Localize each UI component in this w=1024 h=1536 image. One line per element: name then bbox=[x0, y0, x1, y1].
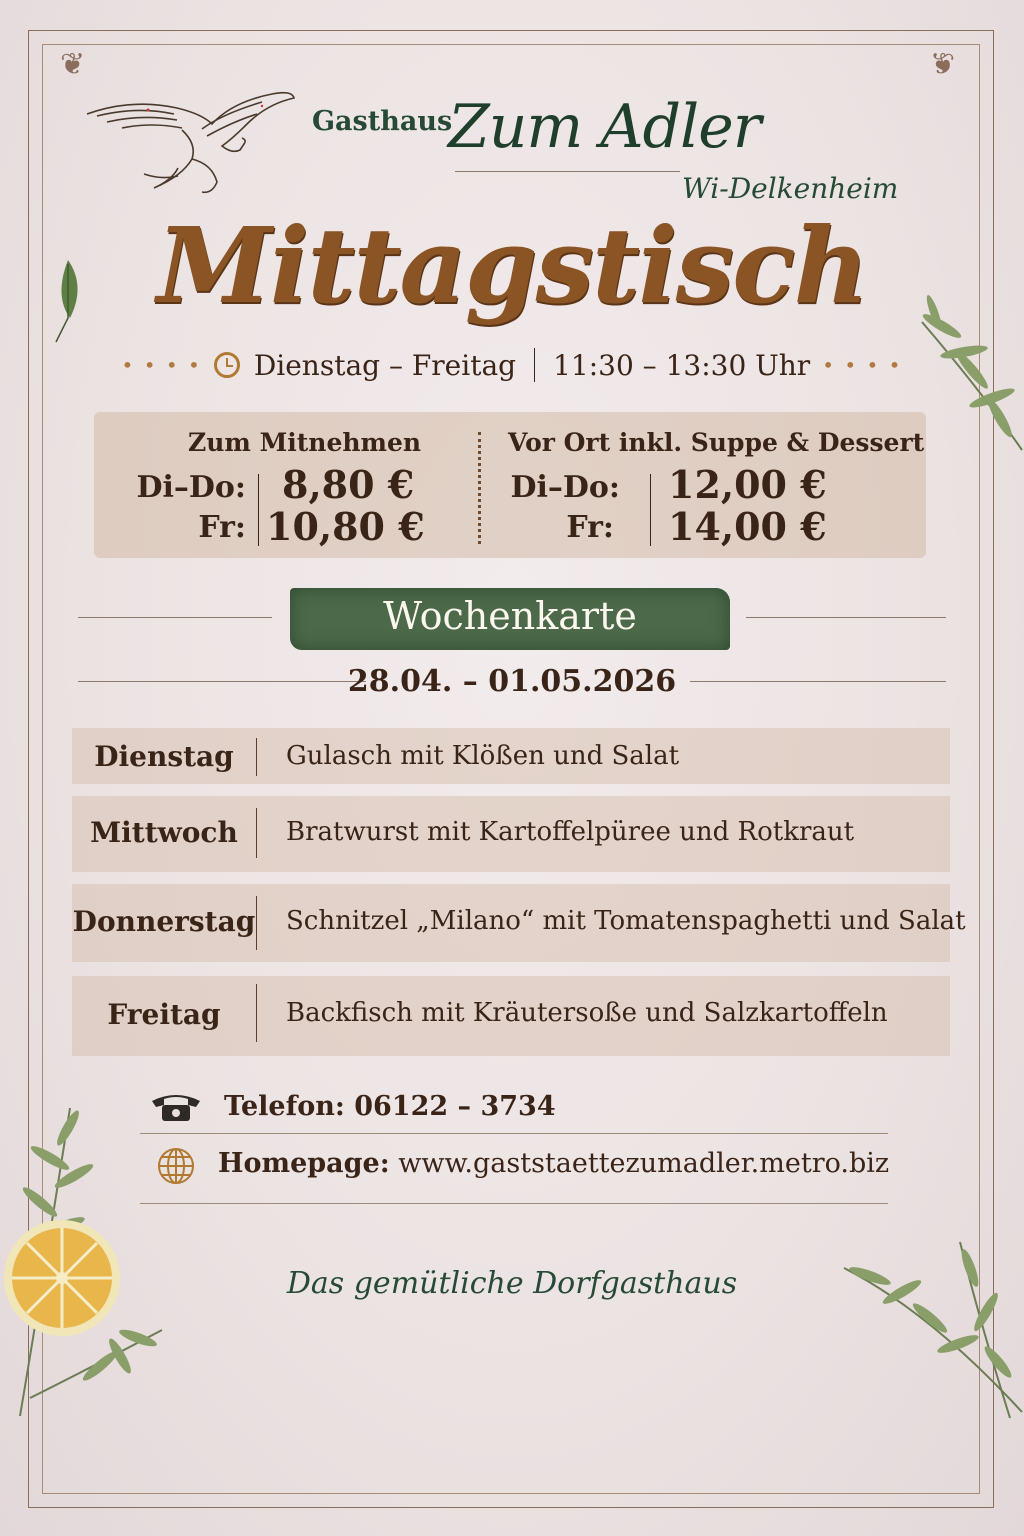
gasthaus-label: Gasthaus bbox=[312, 106, 453, 137]
homepage-line bbox=[218, 1148, 889, 1179]
menu-row-wednesday bbox=[72, 796, 950, 872]
contact-divider-2 bbox=[140, 1203, 888, 1204]
takeaway-label-didofr: Di–Do: bbox=[136, 470, 246, 505]
week-date-range: 28.04. – 01.05.2026 bbox=[347, 664, 677, 699]
menu-day: Mittwoch bbox=[90, 816, 238, 849]
takeaway-price-fr: 10,80 € bbox=[266, 504, 425, 549]
takeaway-price-dido: 8,80 € bbox=[282, 462, 415, 507]
page-title: Mittagstisch bbox=[156, 204, 868, 327]
menu-row-thursday bbox=[72, 884, 966, 962]
basil-leaf-icon bbox=[46, 256, 88, 346]
menu-separator bbox=[256, 896, 257, 950]
dinein-price-fr: 14,00 € bbox=[668, 504, 827, 549]
clock-icon bbox=[214, 352, 240, 378]
price-column-divider bbox=[478, 432, 481, 544]
menu-row-friday bbox=[72, 976, 950, 1056]
contact-divider-1 bbox=[140, 1133, 888, 1134]
banner-rule-left bbox=[78, 617, 272, 618]
takeaway-divider bbox=[258, 474, 259, 546]
menu-day: Donnerstag bbox=[72, 905, 256, 938]
opening-hours bbox=[0, 348, 1024, 382]
herb-sprig-icon bbox=[912, 282, 1024, 452]
banner-rule-right bbox=[746, 617, 946, 618]
takeaway-heading: Zum Mitnehmen bbox=[188, 428, 422, 457]
dinein-divider bbox=[650, 474, 651, 546]
opening-time: 11:30 – 13:30 Uhr bbox=[553, 348, 811, 382]
lemon-slice-icon bbox=[0, 1216, 124, 1340]
menu-day: Dienstag bbox=[94, 740, 234, 773]
menu-separator bbox=[256, 738, 257, 776]
menu-dish: Gulasch mit Klößen und Salat bbox=[286, 741, 680, 771]
menu-dish: Schnitzel „Milano“ mit Tomatenspaghetti und Salat bbox=[286, 906, 966, 936]
dots-left: • • • • bbox=[121, 353, 202, 377]
header-divider bbox=[455, 171, 680, 172]
dinein-price-dido: 12,00 € bbox=[668, 462, 827, 507]
takeaway-label-fr: Fr: bbox=[198, 510, 246, 545]
corner-ornament-tl: ❦ bbox=[60, 47, 86, 82]
dinein-label-fr: Fr: bbox=[566, 510, 614, 545]
menu-row-tuesday bbox=[72, 728, 950, 784]
homepage-url[interactable]: www.gaststaettezumadler.metro.biz bbox=[398, 1148, 890, 1179]
menu-separator bbox=[256, 808, 257, 858]
menu-dish: Backfisch mit Kräutersoße und Salzkartoffeln bbox=[286, 998, 888, 1028]
opening-days: Dienstag – Freitag bbox=[253, 348, 517, 382]
dinein-label-dido: Di–Do: bbox=[510, 470, 620, 505]
dinein-heading: Vor Ort inkl. Suppe & Dessert bbox=[508, 428, 925, 457]
dots-right: • • • • bbox=[822, 353, 903, 377]
menu-day: Freitag bbox=[107, 998, 221, 1031]
menu-dish: Bratwurst mit Kartoffelpüree und Rotkraut bbox=[286, 817, 855, 847]
weekly-banner-label: Wochenkarte bbox=[383, 594, 637, 638]
hours-separator bbox=[534, 348, 535, 382]
location-label: Wi-Delkenheim bbox=[682, 172, 899, 205]
eagle-icon bbox=[82, 84, 297, 199]
herb-sprig-icon bbox=[840, 1232, 1024, 1422]
homepage-label: Homepage: bbox=[218, 1148, 390, 1179]
slogan: Das gemütliche Dorfgasthaus bbox=[286, 1266, 738, 1301]
phone-number: Telefon: 06122 – 3734 bbox=[224, 1091, 556, 1122]
corner-ornament-tr: ❦ bbox=[930, 47, 956, 82]
restaurant-name: Zum Adler bbox=[448, 92, 761, 162]
menu-separator bbox=[256, 984, 257, 1042]
